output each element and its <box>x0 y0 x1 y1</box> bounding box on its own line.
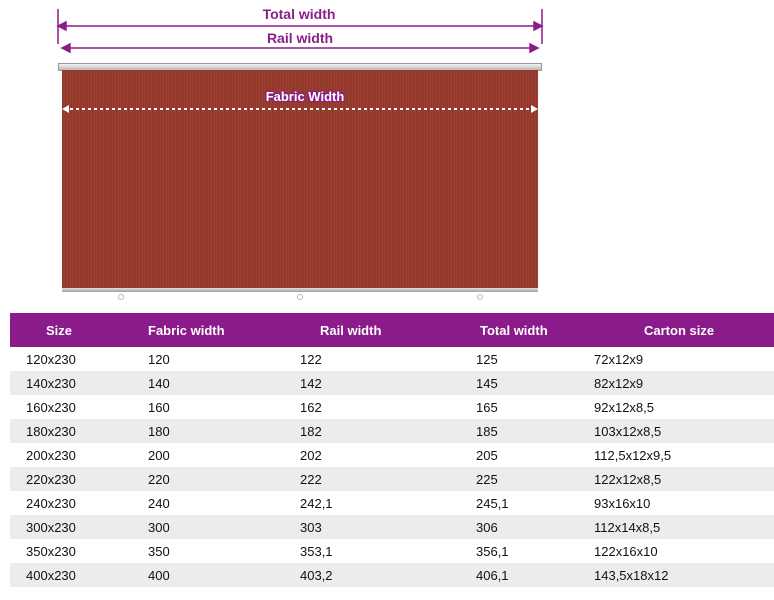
cell-rail-width: 122 <box>268 347 440 371</box>
table-row <box>10 395 774 419</box>
header-fabric-width: Fabric width <box>148 313 268 347</box>
cell-size: 240x230 <box>10 491 148 515</box>
blind-diagram <box>0 0 600 305</box>
cell-rail-width: 182 <box>268 419 440 443</box>
table-row <box>10 563 774 587</box>
cell-carton-size: 72x12x9 <box>588 347 774 371</box>
cell-carton-size: 122x16x10 <box>588 539 774 563</box>
header-total-width: Total width <box>440 313 588 347</box>
cell-fabric-width: 350 <box>148 539 268 563</box>
cell-rail-width: 403,2 <box>268 563 440 587</box>
cell-total-width: 356,1 <box>440 539 588 563</box>
fabric-width-label: Fabric Width <box>265 89 345 104</box>
table-row <box>10 491 774 515</box>
cell-size: 160x230 <box>10 395 148 419</box>
cell-carton-size: 122x12x8,5 <box>588 467 774 491</box>
cell-size: 180x230 <box>10 419 148 443</box>
cell-carton-size: 112,5x12x9,5 <box>588 443 774 467</box>
cell-rail-width: 142 <box>268 371 440 395</box>
header-rail-width: Rail width <box>268 313 440 347</box>
cell-size: 350x230 <box>10 539 148 563</box>
cell-rail-width: 162 <box>268 395 440 419</box>
cell-rail-width: 242,1 <box>268 491 440 515</box>
cell-carton-size: 103x12x8,5 <box>588 419 774 443</box>
cell-fabric-width: 200 <box>148 443 268 467</box>
cell-size: 220x230 <box>10 467 148 491</box>
fabric-width-right-arrow <box>531 105 538 113</box>
cell-total-width: 225 <box>440 467 588 491</box>
cell-fabric-width: 160 <box>148 395 268 419</box>
cell-total-width: 145 <box>440 371 588 395</box>
cell-rail-width: 202 <box>268 443 440 467</box>
bottom-bar <box>62 288 538 292</box>
cell-rail-width: 303 <box>268 515 440 539</box>
cell-size: 140x230 <box>10 371 148 395</box>
cell-fabric-width: 180 <box>148 419 268 443</box>
cell-fabric-width: 120 <box>148 347 268 371</box>
cell-total-width: 125 <box>440 347 588 371</box>
table-header-row <box>10 313 774 347</box>
cell-size: 120x230 <box>10 347 148 371</box>
cell-carton-size: 112x14x8,5 <box>588 515 774 539</box>
cell-rail-width: 353,1 <box>268 539 440 563</box>
cell-fabric-width: 300 <box>148 515 268 539</box>
header-size: Size <box>10 313 148 347</box>
cell-fabric-width: 400 <box>148 563 268 587</box>
fabric-width-dimension <box>0 0 600 130</box>
cell-fabric-width: 140 <box>148 371 268 395</box>
table-row <box>10 419 774 443</box>
size-table <box>10 313 774 587</box>
table-row <box>10 443 774 467</box>
cell-carton-size: 143,5x18x12 <box>588 563 774 587</box>
total-width-label: Total width <box>250 6 348 22</box>
cell-fabric-width: 240 <box>148 491 268 515</box>
cell-carton-size: 92x12x8,5 <box>588 395 774 419</box>
cell-total-width: 406,1 <box>440 563 588 587</box>
table-row <box>10 539 774 563</box>
cell-rail-width: 222 <box>268 467 440 491</box>
cell-carton-size: 82x12x9 <box>588 371 774 395</box>
table-row <box>10 467 774 491</box>
cell-size: 200x230 <box>10 443 148 467</box>
cell-size: 400x230 <box>10 563 148 587</box>
chain-hook-right <box>477 294 483 300</box>
cell-total-width: 165 <box>440 395 588 419</box>
chain-hook-left <box>118 294 124 300</box>
table-row <box>10 515 774 539</box>
cell-size: 300x230 <box>10 515 148 539</box>
header-carton-size: Carton size <box>588 313 774 347</box>
fabric-width-left-arrow <box>62 105 69 113</box>
cell-total-width: 306 <box>440 515 588 539</box>
cell-total-width: 205 <box>440 443 588 467</box>
table-row <box>10 371 774 395</box>
cell-total-width: 185 <box>440 419 588 443</box>
rail-width-label: Rail width <box>258 30 342 46</box>
table-row <box>10 347 774 371</box>
chain-hook-center <box>297 294 303 300</box>
cell-carton-size: 93x16x10 <box>588 491 774 515</box>
cell-fabric-width: 220 <box>148 467 268 491</box>
cell-total-width: 245,1 <box>440 491 588 515</box>
